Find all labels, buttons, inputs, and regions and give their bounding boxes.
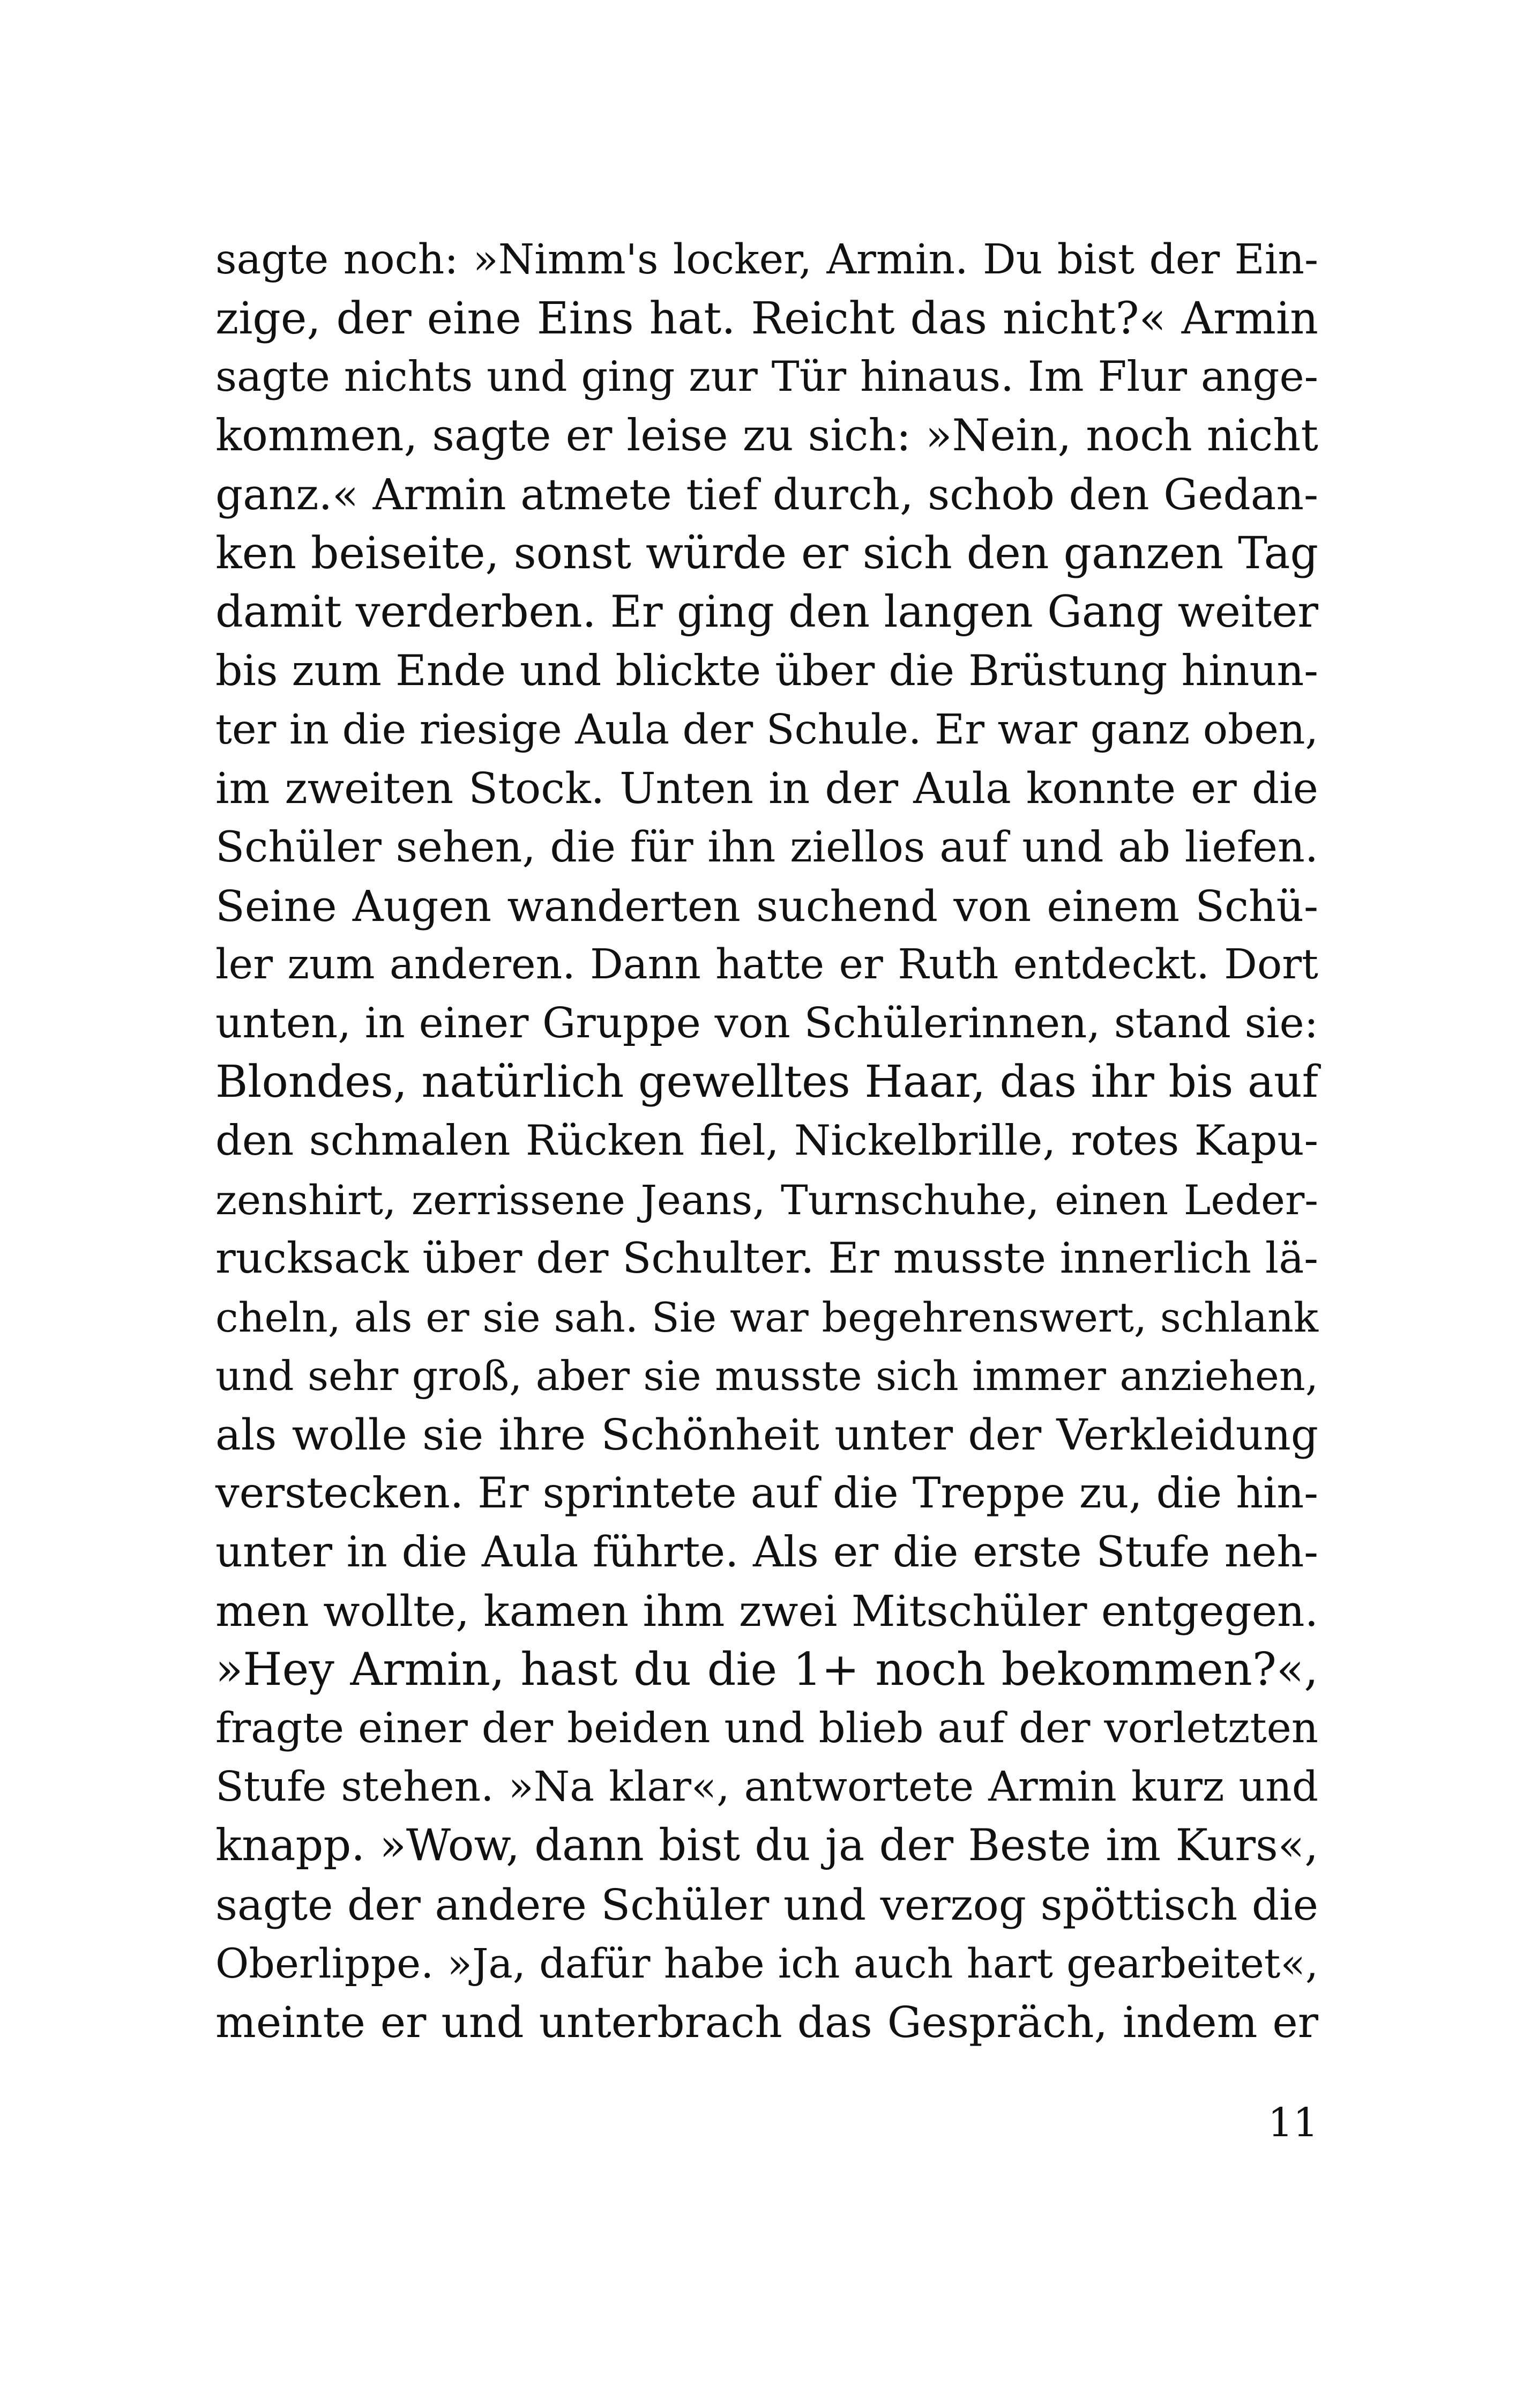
text-line: damit verderben. Er ging den langen Gang weiter	[215, 586, 1318, 637]
text-line: kommen, sagte er leise zu sich: »Nein, noch nicht	[215, 410, 1318, 461]
text-line: den schmalen Rücken fiel, Nickelbrille, rotes Kapu-	[215, 1116, 1318, 1165]
text-line: im zweiten Stock. Unten in der Aula konnte er die	[215, 763, 1318, 814]
text-line: sagte der andere Schüler und verzog spöttisch die	[215, 1879, 1318, 1930]
text-line: als wolle sie ihre Schönheit unter der Verkleidung	[215, 1409, 1318, 1460]
text-line: Blondes, natürlich gewelltes Haar, das ihr bis auf	[215, 1057, 1318, 1108]
text-line: und sehr groß, aber sie musste sich immer anziehen,	[215, 1352, 1318, 1400]
text-line: ganz.« Armin atmete tief durch, schob den Gedan-	[215, 470, 1318, 520]
text-line: ler zum anderen. Dann hatte er Ruth entdeckt. Dort	[215, 941, 1318, 989]
text-line: meinte er und unterbrach das Gespräch, indem er	[215, 1997, 1318, 2047]
text-line: sagte noch: »Nimm's locker, Armin. Du bist der Ein-	[215, 236, 1318, 284]
body-text	[215, 231, 1318, 2052]
text-line: unten, in einer Gruppe von Schülerinnen, stand sie:	[215, 999, 1318, 1047]
text-line: »Hey Armin, hast du die 1+ noch bekommen?«,	[215, 1643, 1318, 1696]
text-line: ter in die riesige Aula der Schule. Er war ganz oben,	[215, 705, 1318, 754]
text-line: Oberlippe. »Ja, dafür habe ich auch hart gearbeitet«,	[215, 1939, 1318, 1988]
text-line: Schüler sehen, die für ihn ziellos auf und ab liefen.	[215, 822, 1318, 872]
text-line: zige, der eine Eins hat. Reicht das nicht?« Armin	[215, 293, 1318, 344]
text-line: ken beiseite, sonst würde er sich den ganzen Tag	[215, 527, 1318, 579]
text-line: rucksack über der Schulter. Er musste innerlich lä-	[215, 1233, 1318, 1283]
text-line: Stufe stehen. »Na klar«, antwortete Armin kurz und	[215, 1763, 1318, 1811]
text-line: zenshirt, zerrissene Jeans, Turnschuhe, einen Leder-	[215, 1176, 1318, 1224]
text-line: bis zum Ende und blickte über die Brüstung hinun-	[215, 646, 1318, 696]
text-line: Seine Augen wanderten suchend von einem Schü-	[215, 881, 1318, 931]
text-line: unter in die Aula führte. Als er die erste Stufe neh-	[215, 1527, 1318, 1577]
text-line: cheln, als er sie sah. Sie war begehrenswert, schlank	[215, 1293, 1318, 1341]
page-number: 11	[1267, 2100, 1318, 2146]
text-line: men wollte, kamen ihm zwei Mitschüler entgegen.	[215, 1586, 1318, 1636]
text-line: sagte nichts und ging zur Tür hinaus. Im Flur ange-	[215, 353, 1318, 402]
text-line: verstecken. Er sprintete auf die Treppe zu, die hin-	[215, 1468, 1318, 1518]
text-line: fragte einer der beiden und blieb auf der vorletzten	[215, 1704, 1318, 1752]
text-line: knapp. »Wow, dann bist du ja der Beste im Kurs«,	[215, 1820, 1318, 1871]
